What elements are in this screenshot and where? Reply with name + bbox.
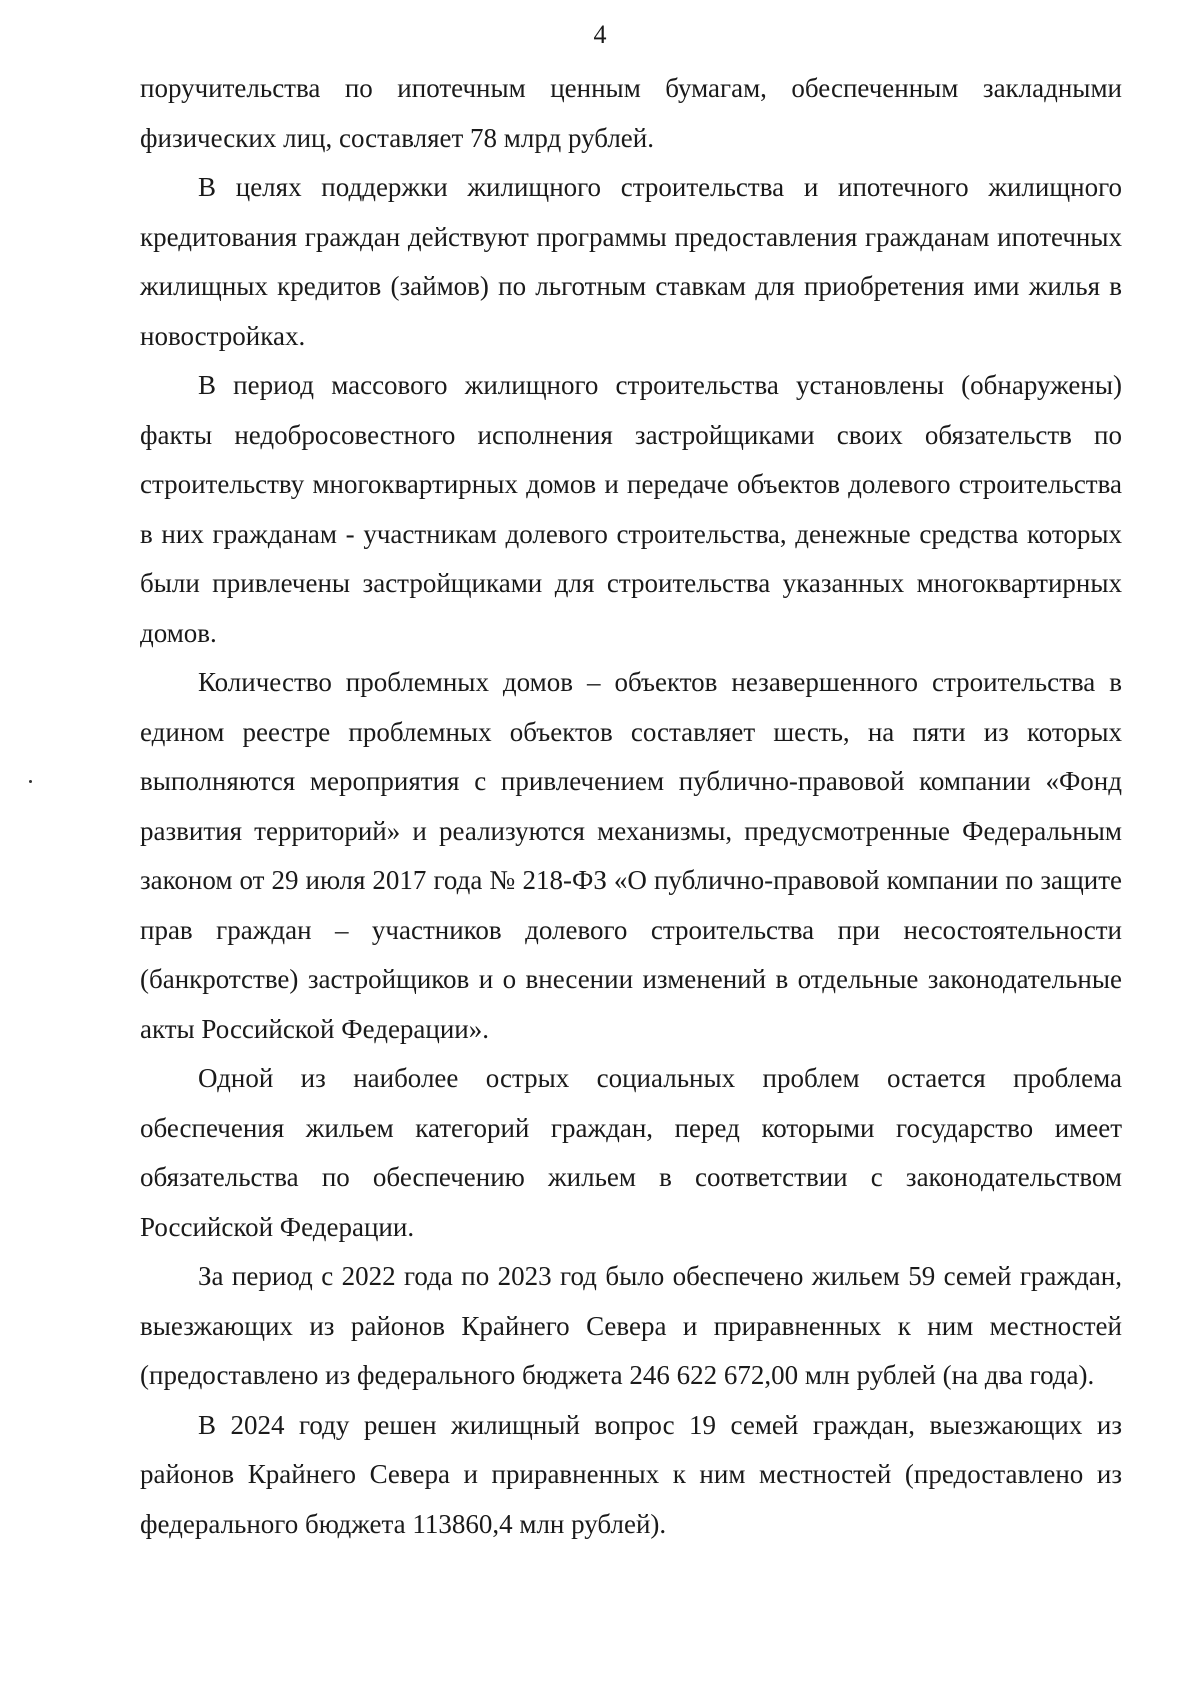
document-body (140, 64, 1122, 1549)
scan-artifact-dot (29, 780, 32, 783)
paragraph-mortgage-programs: В целях поддержки жилищного строительства и ипотечного жилищного кредитования граждан действуют программы предоставления гражданам ипотечных жилищных кредитов (займов) по льготным ставкам для приобретения ими жилья в новостройках. (140, 172, 1122, 351)
paragraph-continued: поручительства по ипотечным ценным бумагам, обеспеченным закладными физических лиц, составляет 78 млрд рублей. (140, 73, 1122, 153)
page-number: 4 (593, 20, 607, 49)
paragraph-developer-obligations: В период массового жилищного строительства установлены (обнаружены) факты недобросовестного исполнения застройщиками своих обязательств по строительству многоквартирных домов и передаче объектов долевого строительства в них гражданам - участникам долевого строительства, денежные средства которых были привлечены застройщиками для строительства указанных многоквартирных домов. (140, 370, 1122, 648)
paragraph-2024: В 2024 году решен жилищный вопрос 19 семей граждан, выезжающих из районов Крайнего Севера и приравненных к ним местностей (предоставлено из федерального бюджета 113860,4 млн рублей). (140, 1409, 1122, 1539)
paragraph-problem-houses: Количество проблемных домов – объектов незавершенного строительства в едином реестре проблемных объектов составляет шесть, на пяти из которых выполняются мероприятия с привлечением публично-правовой компании «Фонд развития территорий» и реализуются механизмы, предусмотренные Федеральным законом от 29 июля 2017 года № 218-ФЗ «О публично-правовой компании по защите прав граждан – участников долевого строительства при несостоятельности (банкротстве) застройщиков и о внесении изменений в отдельные законодательные акты Российской Федерации». (140, 667, 1122, 1044)
paragraph-housing-problem: Одной из наиболее острых социальных проблем остается проблема обеспечения жильем категорий граждан, перед которыми государство имеет обязательства по обеспечению жильем в соответствии с законодательством Российской Федерации. (140, 1063, 1122, 1242)
paragraph-2022-2023: За период с 2022 года по 2023 год было обеспечено жильем 59 семей граждан, выезжающих из районов Крайнего Севера и приравненных к ним местностей (предоставлено из федерального бюджета 246 622 672,00 млн рублей (на два года). (140, 1261, 1122, 1390)
